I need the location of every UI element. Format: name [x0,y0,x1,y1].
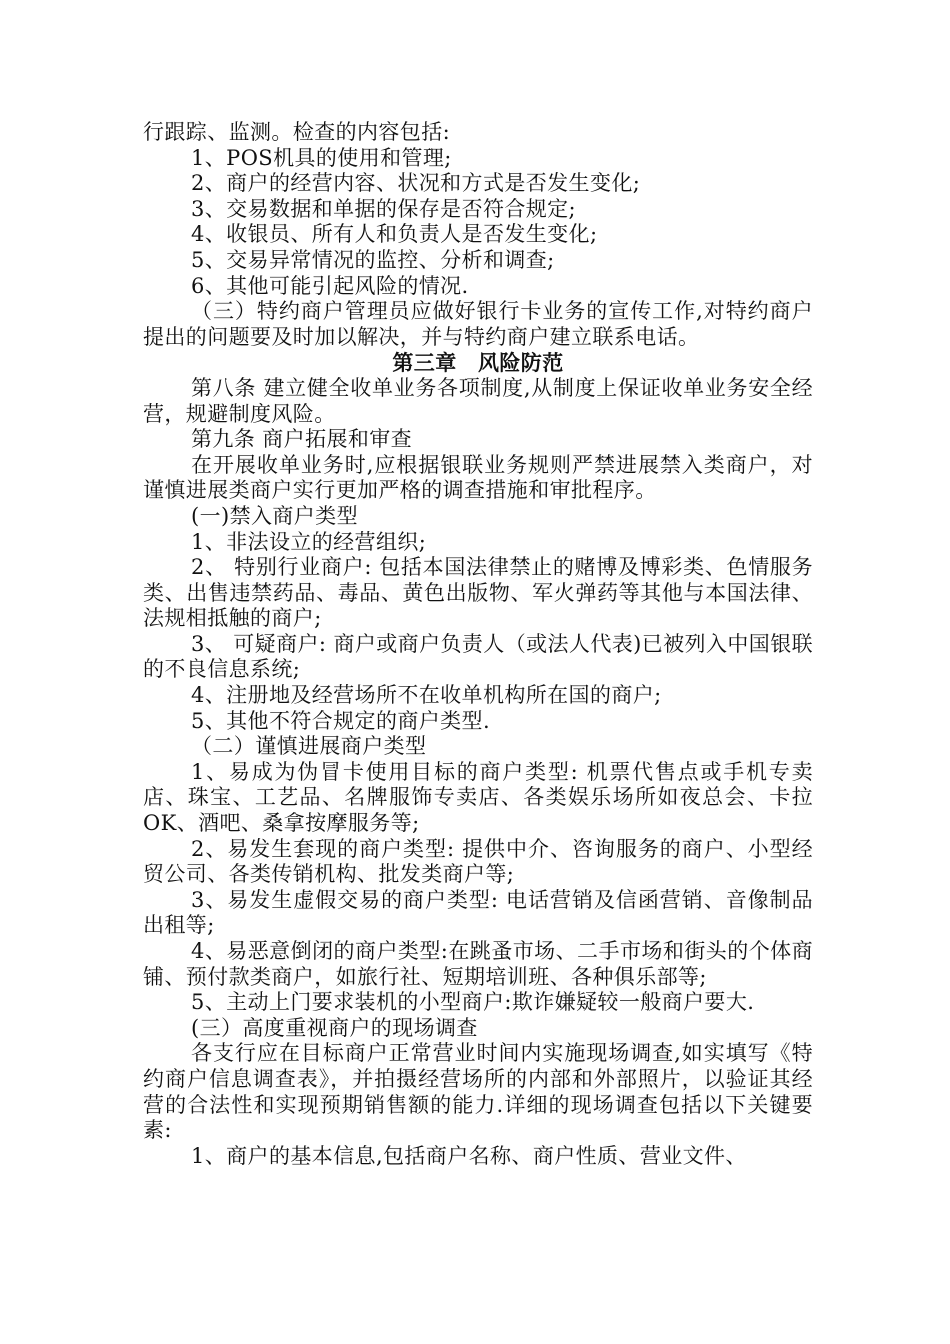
cautious-item-4: 4、易恶意倒闭的商户类型:在跳蚤市场、二手市场和街头的个体商铺、预付款类商户，如旅行社、短期培训班、各种俱乐部等; [143,939,813,989]
paragraph-promotion: （三）特约商户管理员应做好银行卡业务的宣传工作,对特约商户提出的问题要及时加以解决，并与特约商户建立联系电话。 [143,299,813,349]
check-item-4: 4、收银员、所有人和负责人是否发生变化; [191,222,598,247]
section-cautious: （二）谨慎进展商户类型 [191,734,427,759]
prohibited-item-2: 2、 特别行业商户: 包括本国法律禁止的赌博及博彩类、色情服务类、出售违禁药品、毒品、黄色出版物、军火弹药等其他与本国法律、法规相抵触的商户; [143,555,813,631]
paragraph-1: 行跟踪、监测。检查的内容包括: [143,120,451,144]
cautious-item-5: 5、主动上门要求装机的小型商户:欺诈嫌疑较一般商户要大. [191,990,755,1015]
cautious-item-3: 3、易发生虚假交易的商户类型: 电话营销及信函营销、音像制品出租等; [143,887,813,938]
check-item-3: 3、交易数据和单据的保存是否符合规定; [191,196,577,221]
article-9: 第九条 商户拓展和审查 [191,427,413,452]
check-item-2: 2、商户的经营内容、状况和方式是否发生变化; [191,171,641,196]
section-site-survey: (三）高度重视商户的现场调查 [191,1015,478,1040]
cautious-item-2: 2、易发生套现的商户类型: 提供中介、咨询服务的商户、小型经贸公司、各类传销机构、批发类商户等; [143,836,813,887]
prohibited-item-1: 1、非法设立的经营组织; [191,529,427,554]
prohibited-item-4: 4、注册地及经营场所不在收单机构所在国的商户; [191,683,662,708]
prohibited-item-3: 3、 可疑商户: 商户或商户负责人（或法人代表)已被列入中国银联的不良信息系统; [143,631,813,682]
paragraph-rules: 在开展收单业务时,应根据银联业务规则严禁进展禁入类商户，对谨慎进展类商户实行更加严格的调查措施和审批程序。 [143,452,813,503]
check-item-5: 5、交易异常情况的监控、分析和调查; [191,247,555,272]
paragraph-site-survey: 各支行应在目标商户正常营业时间内实施现场调查,如实填写《特约商户信息调查表》，并拍摄经营场所的内部和外部照片，以验证其经营的合法性和实现预期销售额的能力.详细的现场调查包括以下关键要素: [143,1041,813,1143]
article-8: 第八条 建立健全收单业务各项制度,从制度上保证收单业务安全经营，规避制度风险。 [143,375,813,426]
section-prohibited: (一)禁入商户类型 [191,503,358,528]
prohibited-item-5: 5、其他不符合规定的商户类型. [191,708,491,733]
document-page [143,120,813,1169]
survey-item-1: 1、商户的基本信息,包括商户名称、商户性质、营业文件、 [191,1143,747,1168]
check-item-6: 6、其他可能引起风险的情况. [191,273,469,298]
check-item-1: 1、POS机具的使用和管理; [191,145,452,170]
cautious-item-1: 1、易成为伪冒卡使用目标的商户类型: 机票代售点或手机专卖店、珠宝、工艺品、名牌服饰专卖店、各类娱乐场所如夜总会、卡拉OK、酒吧、桑拿按摩服务等; [143,759,813,836]
chapter-heading: 第三章 风险防范 [392,350,564,376]
